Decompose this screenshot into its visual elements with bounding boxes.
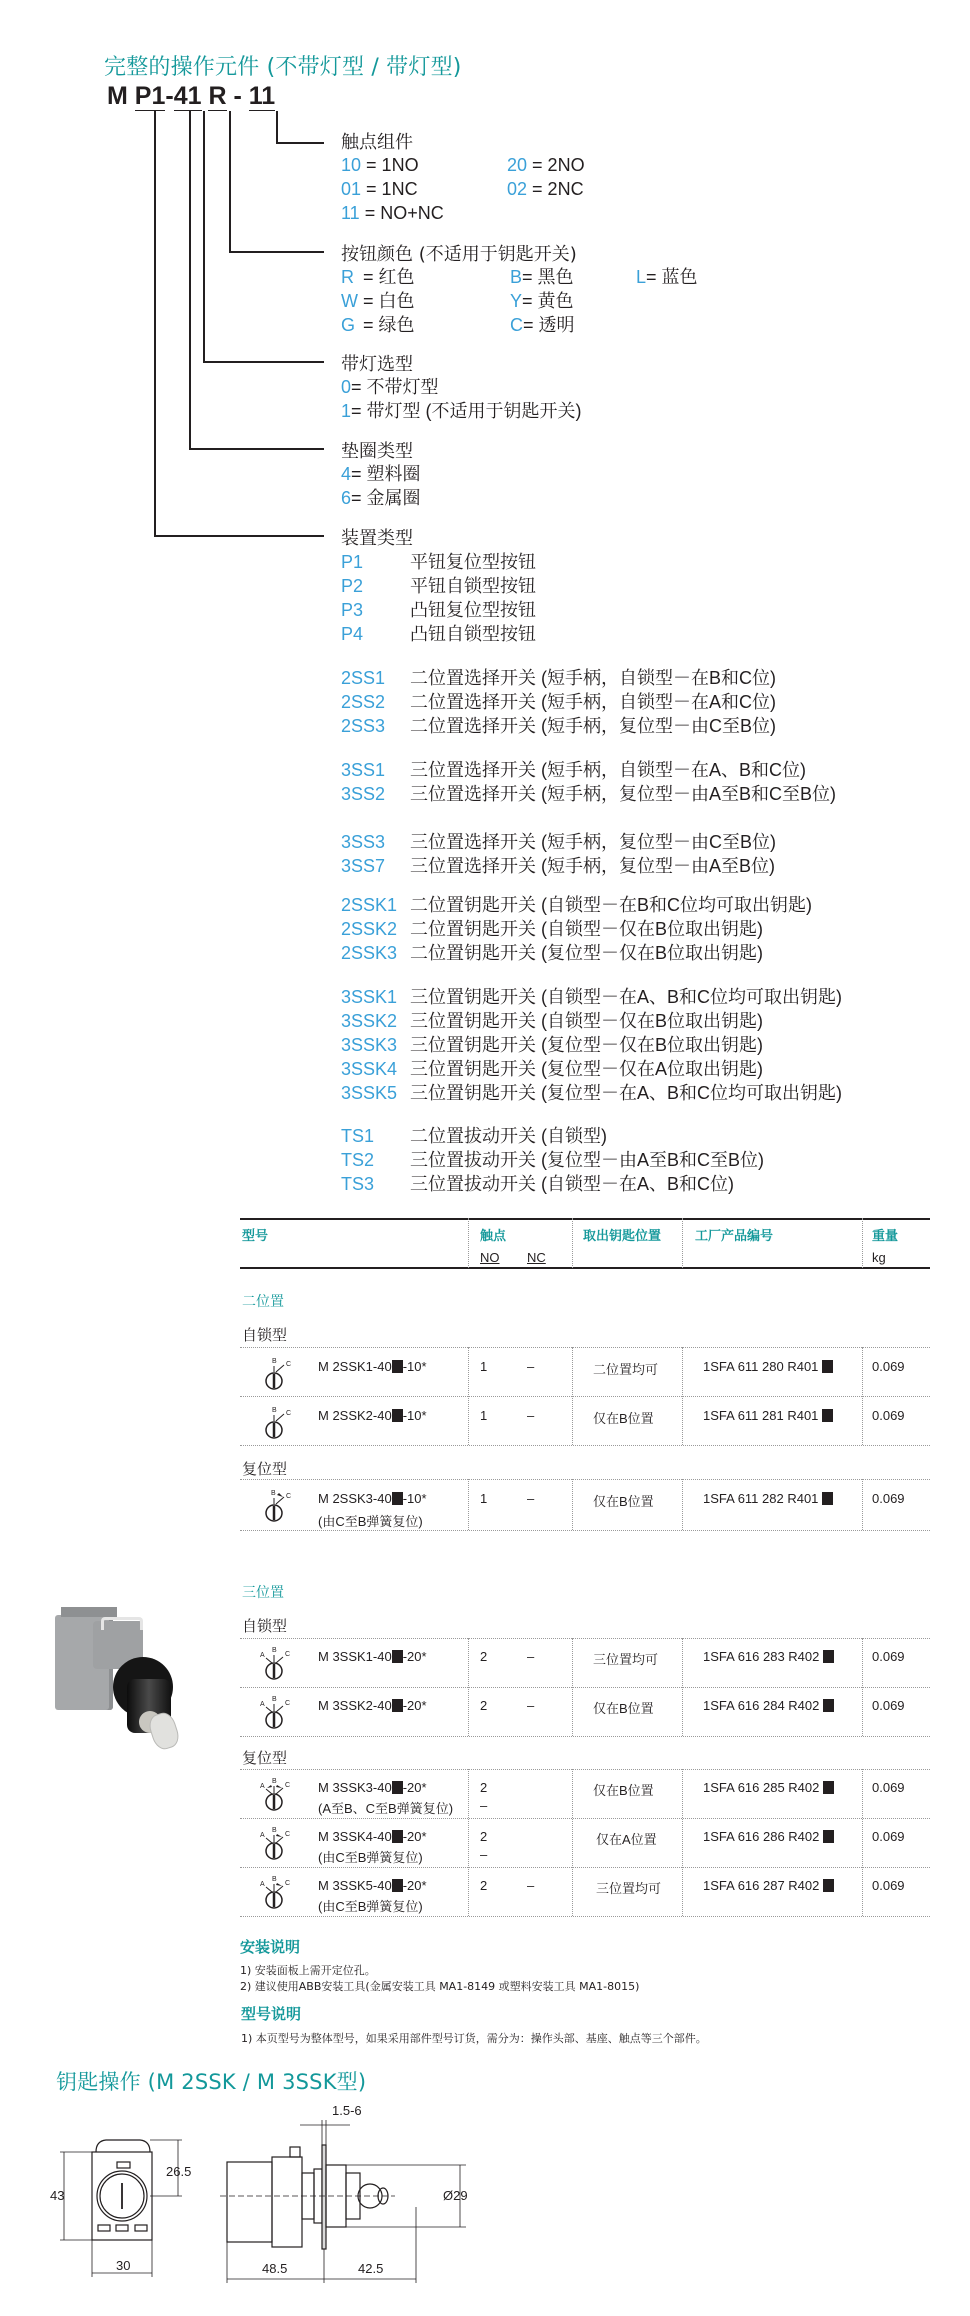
device-type-row: 3SS3 三位置选择开关 (短手柄，复位型－由C至B位)	[341, 832, 776, 852]
legend-color-heading: 按钮颜色 (不适用于钥匙开关)	[341, 244, 577, 265]
device-type-row: TS3 三位置拔动开关 (自锁型－在A、B和C位)	[341, 1174, 734, 1194]
device-type-row: 3SSK4 三位置钥匙开关 (复位型－仅在A位取出钥匙)	[341, 1059, 763, 1079]
switch-3pos-maintained-icon	[258, 1695, 298, 1731]
model-cell: M 3SSK4-40 -20*	[318, 1829, 427, 1844]
key-position-cell: 仅在B位置	[593, 1411, 654, 1426]
legend-color-item: L= 蓝色	[636, 267, 698, 287]
legend-lamp-item: 0= 不带灯型	[341, 377, 439, 397]
svg-text:C: C	[286, 1361, 292, 1368]
nc-cell: –	[527, 1359, 535, 1374]
weight-cell: 0.069	[872, 1491, 905, 1506]
no-cell: 1	[480, 1359, 488, 1374]
key-position-cell: 仅在B位置	[593, 1494, 654, 1509]
nc-cell: –	[480, 1798, 488, 1813]
device-type-row: 2SS2 二位置选择开关 (短手柄，自锁型－在A和C位)	[341, 692, 776, 712]
group-two-position: 二位置	[242, 1293, 284, 1309]
svg-text:B: B	[272, 1647, 277, 1654]
drawing-title: 钥匙操作 (M 2SSK / M 3SSK型)	[56, 2070, 367, 2094]
subgroup-maintained: 自锁型	[242, 1618, 288, 1635]
svg-text:C: C	[285, 1831, 291, 1838]
svg-text:A: A	[260, 1881, 265, 1888]
header-contacts: 触点	[480, 1228, 507, 1243]
dim-panel-thickness: 1.5-6	[332, 2103, 362, 2118]
switch-2pos-spring-icon	[262, 1488, 298, 1524]
factory-code-cell: 1SFA 616 285 R402	[703, 1780, 834, 1795]
legend-contacts-item: 01 = 1NC	[341, 179, 418, 199]
svg-text:C: C	[285, 1880, 291, 1887]
svg-text:A: A	[260, 1832, 265, 1839]
model-cell: M 3SSK1-40 -20*	[318, 1649, 427, 1664]
legend-color-item: B= 黑色	[510, 267, 574, 287]
dim-depth-rear: 48.5	[262, 2261, 288, 2276]
legend-color-item: C= 透明	[510, 315, 575, 335]
svg-text:C: C	[285, 1651, 291, 1658]
device-type-row: 2SS1 二位置选择开关 (短手柄，自锁型－在B和C位)	[341, 668, 776, 688]
code-dash: -	[233, 82, 242, 110]
dim-height-total: 43	[50, 2188, 65, 2203]
dim-depth-front: 42.5	[358, 2261, 384, 2276]
legend-device-heading: 装置类型	[341, 528, 413, 549]
model-cell: M 3SSK3-40 -20*	[318, 1780, 427, 1795]
svg-text:B: B	[272, 1358, 277, 1365]
device-type-row: 3SSK2 三位置钥匙开关 (自锁型－仅在B位取出钥匙)	[341, 1011, 763, 1031]
code-device-type: P1	[134, 82, 166, 110]
model-cell: M 3SSK2-40 -20*	[318, 1698, 427, 1713]
nc-cell: –	[527, 1491, 535, 1506]
key-position-cell: 二位置均可	[593, 1362, 659, 1377]
weight-cell: 0.069	[872, 1649, 905, 1664]
key-position-cell: 三位置均可	[593, 1652, 659, 1667]
device-type-row: TS1 二位置拔动开关 (自锁型)	[341, 1126, 607, 1146]
legend-lamp-item: 1= 带灯型 (不适用于钥匙开关)	[341, 401, 582, 421]
weight-cell: 0.069	[872, 1780, 905, 1795]
no-cell: 2	[480, 1649, 488, 1664]
device-type-row: TS2 三位置拔动开关 (复位型－由A至B和C至B位)	[341, 1150, 765, 1170]
model-cell: M 2SSK2-40 -10*	[318, 1408, 427, 1423]
device-type-row: 3SSK3 三位置钥匙开关 (复位型－仅在B位取出钥匙)	[341, 1035, 763, 1055]
group-three-position: 三位置	[242, 1584, 284, 1600]
model-note: (由C至B弹簧复位)	[318, 1850, 423, 1865]
key-position-cell: 仅在B位置	[593, 1783, 654, 1798]
svg-text:C: C	[285, 1700, 291, 1707]
legend-contacts-item: 02 = 2NC	[507, 179, 584, 199]
page-title: 完整的操作元件 (不带灯型 / 带灯型)	[104, 55, 462, 80]
install-note: 1) 安装面板上需开定位孔。	[240, 1964, 376, 1977]
legend-lamp-heading: 带灯选型	[341, 354, 413, 375]
model-notes-heading: 型号说明	[241, 2005, 302, 2023]
factory-code-cell: 1SFA 611 281 R401	[703, 1408, 833, 1423]
device-type-row: 3SS7 三位置选择开关 (短手柄，复位型－由A至B位)	[341, 856, 775, 876]
front-view-outline	[92, 2140, 388, 2249]
header-weight: 重量	[872, 1228, 899, 1243]
nc-cell: –	[527, 1649, 535, 1664]
svg-text:B: B	[271, 1490, 276, 1497]
no-cell: 1	[480, 1491, 488, 1506]
legend-color-item: Y= 黄色	[510, 291, 574, 311]
weight-cell: 0.069	[872, 1698, 905, 1713]
model-note: (由C至B弹簧复位)	[318, 1514, 423, 1529]
svg-text:C: C	[286, 1493, 292, 1500]
legend-bezel-item: 4= 塑料圈	[341, 464, 421, 484]
dim-height-upper: 26.5	[166, 2164, 192, 2179]
legend-contacts-heading: 触点组件	[341, 132, 413, 153]
legend-contacts-item: 11 = NO+NC	[341, 203, 444, 223]
device-type-row: 3SS1 三位置选择开关 (短手柄，自锁型－在A、B和C位)	[341, 760, 806, 780]
dim-width-front: 30	[116, 2258, 131, 2273]
svg-text:C: C	[286, 1410, 292, 1417]
svg-text:A: A	[260, 1652, 265, 1659]
device-type-row: 3SSK5 三位置钥匙开关 (复位型－在A、B和C位均可取出钥匙)	[341, 1083, 842, 1103]
no-cell: 2	[480, 1698, 488, 1713]
header-model: 型号	[242, 1228, 269, 1243]
code-color: R	[208, 82, 227, 110]
legend-contacts-item: 10 = 1NO	[341, 155, 419, 175]
device-type-row: 3SSK1 三位置钥匙开关 (自锁型－在A、B和C位均可取出钥匙)	[341, 987, 842, 1007]
factory-code-cell: 1SFA 616 286 R402	[703, 1829, 834, 1844]
switch-2pos-maintained-icon	[262, 1405, 298, 1441]
dim-diameter: Ø29	[443, 2188, 468, 2203]
model-note: (A至B、C至B弹簧复位)	[318, 1801, 454, 1816]
nc-cell: –	[527, 1878, 535, 1893]
legend-color-item: R = 红色	[341, 267, 415, 287]
legend-contacts-item: 20 = 2NO	[507, 155, 585, 175]
model-note: 1) 本页型号为整体型号，如果采用部件型号订货，需分为：操作头部、基座、触点等三个部件。	[241, 2032, 707, 2045]
device-type-row: 2SSK3 二位置钥匙开关 (复位型－仅在B位取出钥匙)	[341, 943, 763, 963]
weight-cell: 0.069	[872, 1829, 905, 1844]
svg-text:B: B	[272, 1696, 277, 1703]
header-key-removal: 取出钥匙位置	[583, 1228, 662, 1243]
switch-3pos-spring-c-icon	[258, 1826, 298, 1862]
model-cell: M 3SSK5-40 -20*	[318, 1878, 427, 1893]
install-note: 2) 建议使用ABB安装工具(金属安装工具 MA1-8149 或塑料安装工具 MA1-8015)	[240, 1980, 640, 1993]
model-cell: M 2SSK3-40 -10*	[318, 1491, 427, 1506]
weight-cell: 0.069	[872, 1359, 905, 1374]
subgroup-maintained: 自锁型	[242, 1327, 288, 1344]
subgroup-spring-return: 复位型	[242, 1750, 288, 1767]
svg-text:B: B	[272, 1827, 277, 1834]
product-table	[240, 1218, 930, 1918]
weight-cell: 0.069	[872, 1408, 905, 1423]
device-type-row: 2SSK1 二位置钥匙开关 (自锁型－在B和C位均可取出钥匙)	[341, 895, 812, 915]
device-type-row: 2SSK2 二位置钥匙开关 (自锁型－仅在B位取出钥匙)	[341, 919, 763, 939]
switch-3pos-spring-c-icon	[258, 1875, 298, 1911]
code-bezel-lamp: 41	[173, 82, 202, 110]
device-type-row: 2SS3 二位置选择开关 (短手柄，复位型－由C至B位)	[341, 716, 776, 736]
legend-color-item: G = 绿色	[341, 315, 415, 335]
device-type-row: P4 凸钮自锁型按钮	[341, 624, 536, 644]
switch-3pos-maintained-icon	[258, 1646, 298, 1682]
model-cell: M 2SSK1-40 -10*	[318, 1359, 427, 1374]
no-cell: 2	[480, 1829, 488, 1844]
header-factory-code: 工厂产品编号	[695, 1228, 774, 1243]
no-cell: 1	[480, 1408, 488, 1423]
header-weight-unit: kg	[872, 1250, 886, 1265]
no-cell: 2	[480, 1878, 488, 1893]
factory-code-cell: 1SFA 611 282 R401	[703, 1491, 833, 1506]
key-position-cell: 三位置均可	[596, 1881, 662, 1896]
factory-code-cell: 1SFA 616 284 R402	[703, 1698, 834, 1713]
svg-text:B: B	[272, 1876, 277, 1883]
device-type-row: P3 凸钮复位型按钮	[341, 600, 536, 620]
device-type-row: P1 平钮复位型按钮	[341, 552, 536, 572]
legend-color-item: W = 白色	[341, 291, 415, 311]
device-type-row: P2 平钮自锁型按钮	[341, 576, 536, 596]
code-prefix: M	[107, 82, 128, 110]
factory-code-cell: 1SFA 616 287 R402	[703, 1878, 834, 1893]
factory-code-cell: 1SFA 616 283 R402	[703, 1649, 834, 1664]
nc-cell: –	[480, 1847, 488, 1862]
svg-text:A: A	[260, 1783, 265, 1790]
model-code-example	[107, 82, 275, 111]
switch-2pos-maintained-icon	[262, 1356, 298, 1392]
no-cell: 2	[480, 1780, 488, 1795]
weight-cell: 0.069	[872, 1878, 905, 1893]
factory-code-cell: 1SFA 611 280 R401	[703, 1359, 833, 1374]
nc-cell: –	[527, 1408, 535, 1423]
svg-text:C: C	[285, 1782, 291, 1789]
device-type-row: 3SS2 三位置选择开关 (短手柄，复位型－由A至B和C至B位)	[341, 784, 837, 804]
key-switch-product-photo	[55, 1605, 205, 1745]
svg-text:B: B	[272, 1407, 277, 1414]
subgroup-spring-return: 复位型	[242, 1461, 288, 1478]
legend-bezel-heading: 垫圈类型	[341, 441, 413, 462]
code-contacts: 11	[248, 82, 276, 110]
model-note: (由C至B弹簧复位)	[318, 1899, 423, 1914]
header-no: NO	[480, 1250, 500, 1265]
svg-text:A: A	[260, 1701, 265, 1708]
code-dash: -	[165, 82, 174, 110]
nc-cell: –	[527, 1698, 535, 1713]
legend-bezel-item: 6= 金属圈	[341, 488, 421, 508]
header-nc: NC	[527, 1250, 546, 1265]
dimension-drawing	[50, 2095, 500, 2316]
install-notes-heading: 安装说明	[240, 1938, 301, 1956]
switch-3pos-spring-both-icon	[258, 1777, 298, 1813]
key-position-cell: 仅在A位置	[596, 1832, 657, 1847]
key-position-cell: 仅在B位置	[593, 1701, 654, 1716]
svg-text:B: B	[272, 1778, 277, 1785]
